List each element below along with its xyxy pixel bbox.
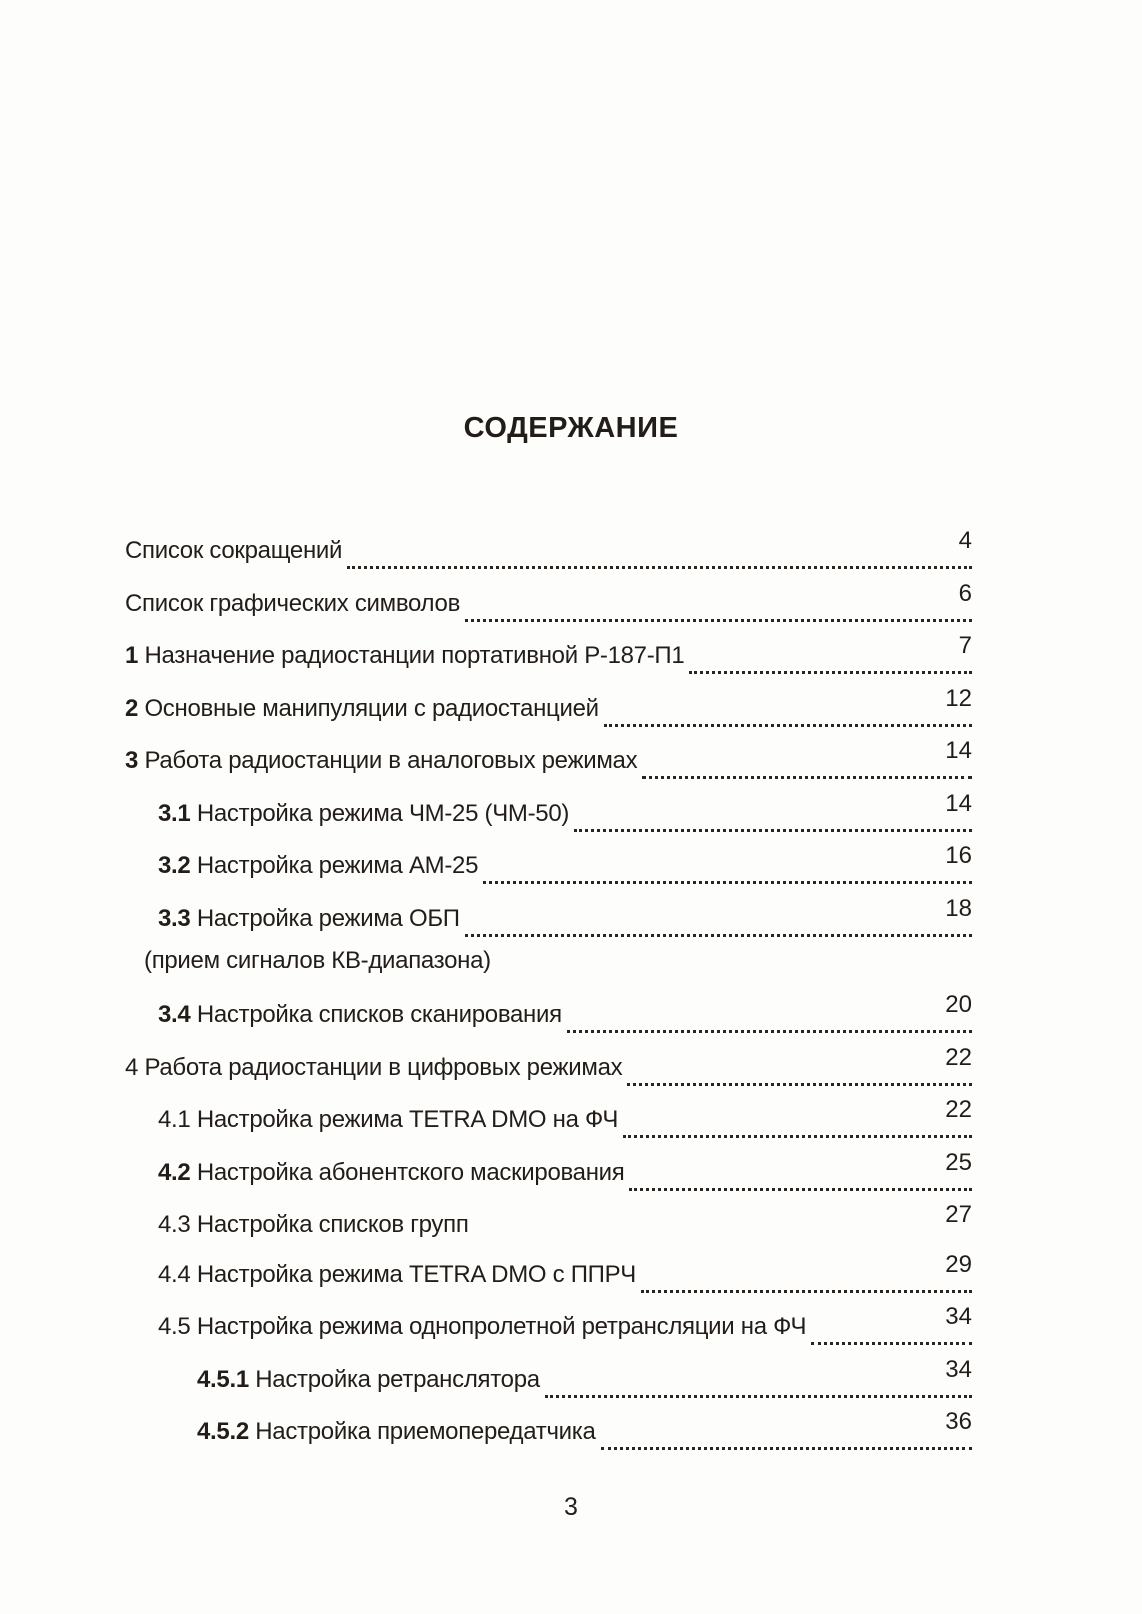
- toc-page-number: 12: [945, 684, 972, 712]
- toc-entry-title: [158, 1000, 562, 1030]
- toc-page-number: 7: [958, 632, 972, 659]
- toc-entry-number: 3.3: [158, 904, 191, 932]
- toc-entry-label: Настройка режима однопролетной ретрансляции на ФЧ: [196, 1313, 807, 1340]
- toc-entry-number: 3.4: [158, 1001, 191, 1028]
- toc-entry-number: 4.5.1: [197, 1365, 249, 1393]
- toc-page-number: 22: [945, 1043, 972, 1071]
- toc-leader-dots: [811, 1303, 972, 1345]
- toc-entry: [125, 1408, 972, 1450]
- toc-entry: [125, 1250, 972, 1293]
- toc-entry-title: [197, 1417, 596, 1447]
- toc-page-number: 16: [945, 842, 972, 869]
- toc-entry-number: 3.2: [158, 852, 191, 879]
- toc-leader-dots: [641, 1250, 972, 1293]
- toc-entry: [125, 632, 972, 674]
- toc-entry-title: [158, 1105, 618, 1135]
- toc-entry: [125, 579, 972, 622]
- toc-entry-label: Настройка абонентского маскирования: [196, 1158, 625, 1186]
- toc-page-number: 14: [945, 737, 972, 764]
- toc-leader-dots: [629, 1148, 972, 1191]
- toc-entry-number: 1: [125, 642, 139, 669]
- toc-entry-title: [125, 746, 637, 776]
- toc-page-number: 34: [945, 1355, 972, 1383]
- toc-entry-label: Список графических символов: [125, 589, 461, 617]
- toc-leader-dots: [567, 991, 972, 1033]
- toc-entry: [125, 894, 972, 937]
- toc-entry: [125, 1096, 972, 1138]
- toc-entry-title: [125, 641, 684, 671]
- toc-entry: [125, 737, 972, 779]
- toc-leader-dots: [574, 789, 972, 832]
- toc-entry-number: 2: [125, 694, 139, 722]
- toc-leader-dots: [642, 737, 972, 779]
- table-of-contents: [0, 527, 1142, 1450]
- toc-page-number: 34: [945, 1303, 972, 1330]
- toc-entry-number: 3: [125, 747, 139, 774]
- toc-entry: [125, 527, 972, 569]
- toc-entry-title: [158, 1260, 636, 1290]
- toc-entry: [125, 1303, 972, 1345]
- toc-entry-title: [125, 536, 342, 566]
- toc-entry-title: [125, 694, 599, 724]
- toc-leader-dots: [545, 1355, 972, 1398]
- toc-page-number: 20: [945, 991, 972, 1018]
- toc-entry-label: Настройка режима ЧМ-25 (ЧМ-50): [196, 799, 570, 827]
- toc-entry-label: Настройка приемопередатчика: [255, 1418, 596, 1445]
- toc-page-number: 25: [945, 1148, 972, 1176]
- toc-entry-number: 4.3: [158, 1211, 191, 1238]
- toc-entry-title: [197, 1365, 540, 1395]
- toc-entry: [125, 789, 972, 832]
- toc-page-number: 27: [945, 1201, 972, 1228]
- toc-leader-dots: [689, 632, 972, 674]
- toc-entry-number: 4.4: [158, 1260, 191, 1288]
- toc-leader-dots: [604, 684, 972, 727]
- toc-entry-title: [158, 851, 478, 881]
- toc-entry-title: [158, 1210, 469, 1240]
- toc-entry-title: [158, 904, 460, 934]
- toc-entry-number: 4.5: [158, 1313, 191, 1340]
- toc-leader-dots: [347, 527, 972, 569]
- toc-entry-number: 4.5.2: [197, 1418, 249, 1445]
- toc-entry-number: 4: [125, 1053, 139, 1081]
- toc-page-number: 29: [945, 1250, 972, 1278]
- toc-entry-number: 4.2: [158, 1158, 191, 1186]
- toc-leader-dots: [627, 1043, 972, 1086]
- toc-page-number: 22: [945, 1096, 972, 1123]
- toc-entry-label: Работа радиостанции в аналоговых режимах: [144, 747, 638, 774]
- toc-leader-dots: [465, 894, 972, 937]
- toc-entry-label: Настройка режима TETRA DMO на ФЧ: [196, 1106, 619, 1133]
- toc-leader-dots: [465, 579, 972, 622]
- toc-entry-label: Настройка режима TETRA DMO с ППРЧ: [196, 1260, 637, 1288]
- toc-entry-label: Настройка списков сканирования: [196, 1001, 562, 1028]
- toc-page-number: 36: [945, 1408, 972, 1435]
- toc-page-number: 4: [958, 527, 972, 554]
- toc-entry-label: Настройка ретранслятора: [255, 1365, 540, 1393]
- toc-leader-space: [474, 1201, 972, 1240]
- toc-entry-label: Основные манипуляции с радиостанцией: [144, 694, 599, 722]
- toc-entry-number: 3.1: [158, 799, 191, 827]
- toc-entry-number: 4.1: [158, 1106, 191, 1133]
- toc-entry: [125, 1148, 972, 1191]
- toc-entry-label: Настройка режима АМ-25: [196, 852, 479, 879]
- toc-entry-label: Настройка режима ОБП: [196, 904, 460, 932]
- toc-leader-dots: [601, 1408, 972, 1450]
- toc-entry-title: [158, 799, 569, 829]
- toc-page-number: 18: [945, 894, 972, 922]
- toc-page-number: 14: [945, 789, 972, 817]
- toc-entry-label: Работа радиостанции в цифровых режимах: [144, 1053, 623, 1081]
- toc-entry-title: [125, 589, 460, 619]
- toc-entry: [125, 684, 972, 727]
- footer-page-number: 3: [564, 1493, 578, 1521]
- toc-entry-label: Назначение радиостанции портативной Р-187-П1: [144, 642, 685, 669]
- toc-entry-label: Список сокращений: [125, 537, 343, 564]
- toc-entry: [125, 842, 972, 884]
- toc-entry-title: [158, 1158, 624, 1188]
- toc-entry-title: [158, 1312, 806, 1342]
- toc-entry-label: Настройка списков групп: [196, 1211, 469, 1238]
- toc-entry-continuation: (прием сигналов КВ-диапазона): [144, 947, 491, 974]
- toc-leader-dots: [483, 842, 972, 884]
- page-title: СОДЕРЖАНИЕ: [463, 412, 679, 444]
- toc-entry-title: [125, 1053, 622, 1083]
- toc-entry: [125, 1201, 972, 1240]
- toc-leader-dots: [623, 1096, 972, 1138]
- toc-entry: [125, 1355, 972, 1398]
- toc-page-number: 6: [958, 579, 972, 607]
- toc-entry: [125, 991, 972, 1033]
- toc-entry: [125, 1043, 972, 1086]
